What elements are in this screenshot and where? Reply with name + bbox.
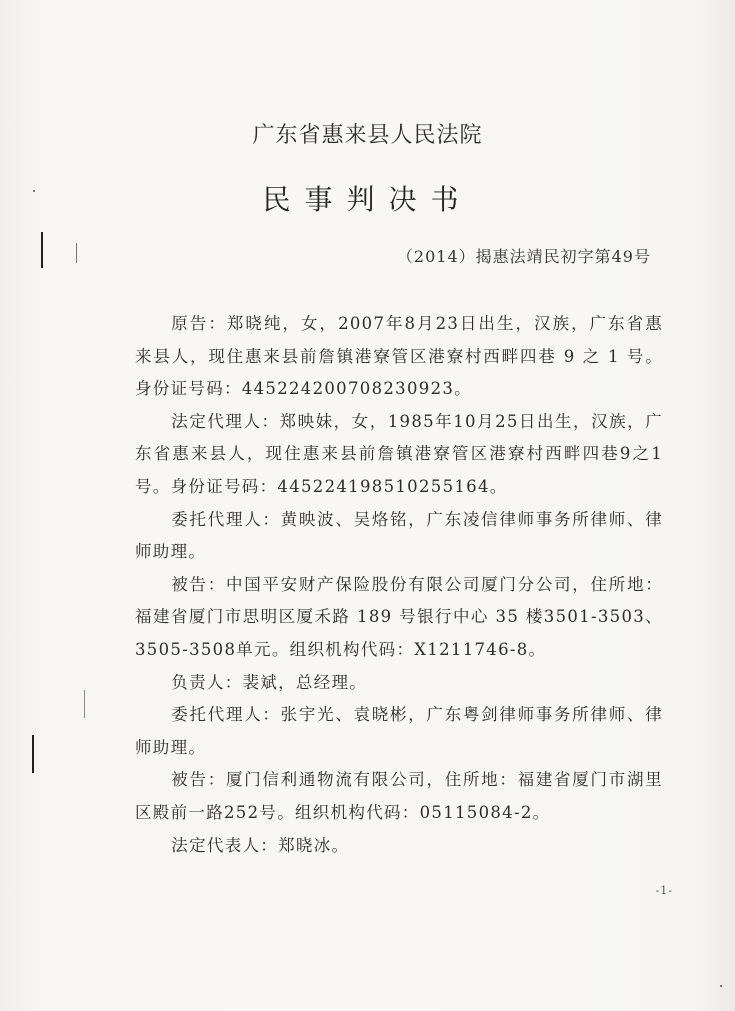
scan-mark [76, 243, 77, 263]
party-section [135, 308, 663, 862]
defendant-2-paragraph: 被告：厦门信利通物流有限公司，住所地：福建省厦门市湖里区殿前一路252号。组织机构代码：05115084-2。 [135, 770, 663, 822]
defendant-1-principal-paragraph: 负责人：裴斌，总经理。 [171, 672, 368, 692]
scan-mark [32, 735, 34, 773]
scan-mark [41, 232, 43, 268]
case-number: （2014）揭惠法靖民初字第49号 [396, 247, 651, 266]
page-number: -1- [655, 884, 673, 897]
defendant-1-agent-paragraph: 委托代理人：张宇光、袁晓彬，广东粤剑律师事务所律师、律师助理。 [135, 705, 663, 757]
plaintiff-paragraph: 原告：郑晓纯，女，2007年8月23日出生，汉族，广东省惠来县人，现住惠来县前詹镇港寮管区港寮村西畔四巷 9 之 1 号。身份证号码：445224200708230923。 [135, 314, 663, 399]
scan-mark [84, 690, 85, 718]
document-title: 民事判决书 [262, 183, 473, 216]
defendant-1-paragraph: 被告：中国平安财产保险股份有限公司厦门分公司，住所地：福建省厦门市思明区厦禾路 189 号银行中心 35 楼3501-3503、3505-3508单元。组织机构代码：X1211746-8。 [135, 574, 663, 659]
legal-representative-paragraph: 法定代理人：郑映妹，女，1985年10月25日出生，汉族，广东省惠来县人，现住惠来县前詹镇港寮管区港寮村西畔四巷9之1号。身份证号码：445224198510255164。 [135, 411, 663, 496]
plaintiff-agent-paragraph: 委托代理人：黄映波、吴烙铭，广东凌信律师事务所律师、律师助理。 [135, 509, 663, 562]
court-name: 广东省惠来县人民法院 [252, 123, 483, 148]
defendant-2-representative-paragraph: 法定代表人：郑晓冰。 [171, 835, 350, 855]
scan-speck [720, 985, 722, 987]
